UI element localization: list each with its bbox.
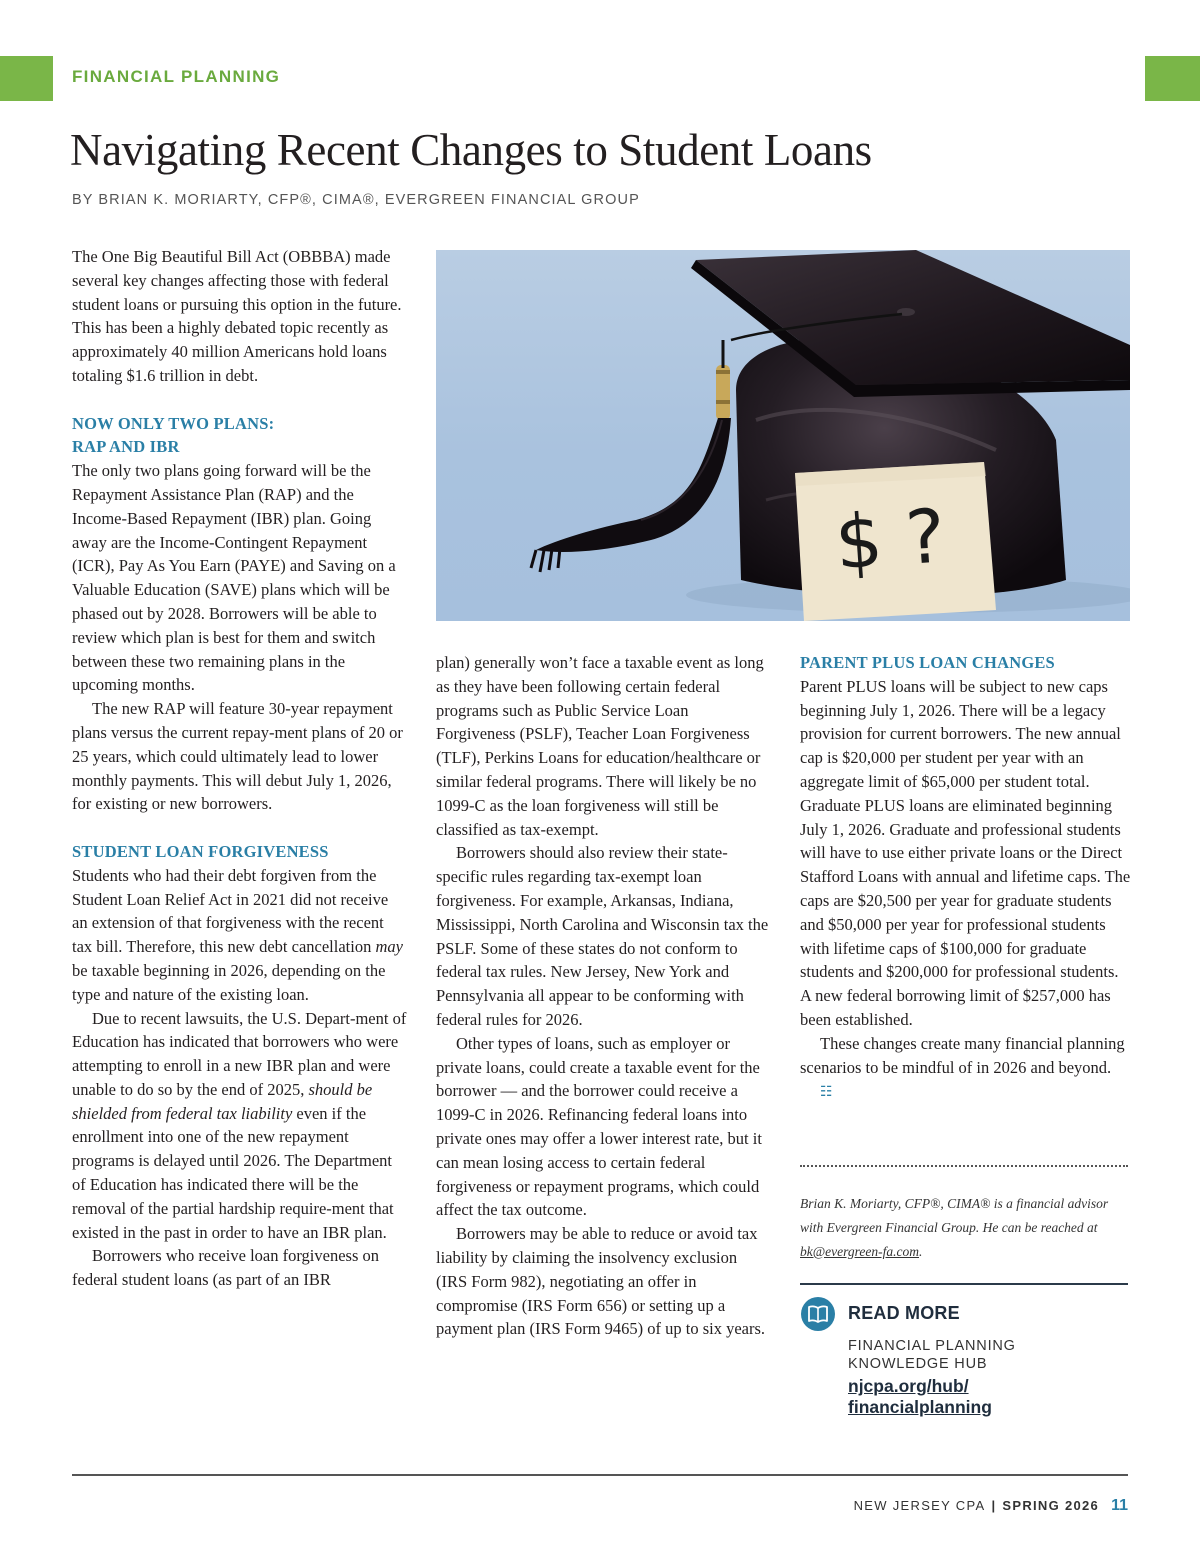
section-tab-left (0, 56, 53, 101)
read-more-subtitle (848, 1337, 1088, 1373)
section-tab-right (1145, 56, 1200, 101)
book-icon (801, 1297, 835, 1331)
read-more-link[interactable] (848, 1376, 1108, 1418)
paragraph: Borrowers should also review their state-specific rules regarding tax-exempt loan forgiveness. For example, Arkansas, Indiana, Mississippi, North Carolina and Wisconsin tax the PSLF. Some of these states do not conform to federal tax rules. New Jersey, New York and Pennsylvania all appear to be conforming with federal rules for 2026. (436, 843, 769, 1029)
graduation-cap-photo (436, 250, 1130, 621)
footer-publication: NEW JERSEY CPA (853, 1498, 986, 1513)
text-run: Students who had their debt forgiven from the Student Loan Relief Act in 2021 did not receive an extension of that forgiveness with the recent tax bill. Therefore, this new debt cancellation (72, 865, 389, 957)
text-run: Due to recent lawsuits, the U.S. Depart-ment of Education has indicated that borrowers who were attempting to enroll in a new IBR plan and were unable to do so by the end of 2025, (72, 1008, 407, 1099)
heading-parent-plus: PARENT PLUS LOAN CHANGES (800, 653, 1055, 672)
page-number: 11 (1111, 1497, 1128, 1514)
column-1 (72, 245, 407, 1292)
footer-issue: SPRING 2026 (1002, 1498, 1100, 1513)
read-more-subtitle-line1: FINANCIAL PLANNING (848, 1338, 1016, 1354)
section-label: FINANCIAL PLANNING (72, 67, 281, 86)
note-text-group (832, 493, 948, 586)
read-more-link-line2[interactable]: financialplanning (848, 1397, 992, 1417)
author-bio (800, 1192, 1130, 1264)
dotted-divider (800, 1165, 1128, 1167)
bio-text: Brian K. Moriarty, CFP®, CIMA® is a financial advisor with Evergreen Financial Group. He can be reached at (800, 1195, 1109, 1235)
column-3 (800, 651, 1132, 1105)
column-2 (436, 651, 772, 1341)
emphasis: should be shielded from federal tax liability (72, 1079, 373, 1123)
intro-paragraph: The One Big Beautiful Bill Act (OBBBA) made several key changes affecting those with federal student loans or pursuing this option in the future. This has been a highly debated topic recently as approximately 40 million Americans hold loans totaling $1.6 trillion in debt. (72, 247, 402, 385)
page-footer (854, 1497, 1128, 1515)
paragraph: Parent PLUS loans will be subject to new caps beginning July 1, 2026. There will be a legacy provision for current borrowers. The new annual cap is $20,000 per student per year with an aggregate limit of $65,000 per student total. Graduate PLUS loans are eliminated beginning July 1, 2026. Graduate and professional students will have to use either private loans or the Direct Stafford Loans with annual and lifetime caps. The caps are $20,500 per year for graduate students and $50,000 per year for professional students with lifetime caps of $100,000 for graduate students and $200,000 for professional students. A new federal borrowing limit of $257,000 has been established. (800, 676, 1131, 1029)
paragraph (72, 864, 407, 1007)
book-icon-glyph (808, 1305, 828, 1323)
text-run: even if the enrollment into one of the new repayment programs is delayed until 2026. The Department of Education has indicated there will be the removal of the partial hardship require-ment that existed in the past in order to have an IBR plan. (72, 1103, 394, 1242)
footer-separator: | (991, 1498, 997, 1513)
heading-forgiveness: STUDENT LOAN FORGIVENESS (72, 841, 329, 861)
paragraph: plan) generally won’t face a taxable event as long as they have been following certain federal programs such as Public Service Loan Forgiveness (PSLF), Teacher Loan Forgiveness (TLF), Perkins Loans for education/healthcare or similar federal programs. There will likely be no 1099-C as the loan forgiveness will still be classified as tax-exempt. (436, 653, 764, 839)
note-text: $ ? (832, 493, 949, 587)
read-more-subtitle-line2: KNOWLEDGE HUB (848, 1356, 988, 1372)
byline: BY BRIAN K. MORIARTY, CFP®, CIMA®, EVERGREEN FINANCIAL GROUP (72, 192, 640, 208)
read-more-rule (800, 1283, 1128, 1285)
heading-two-plans-line2: RAP AND IBR (72, 437, 180, 457)
paragraph (72, 1007, 407, 1245)
paragraph: The new RAP will feature 30-year repayment plans versus the current repay-ment plans of 20 or 25 years, which could ultimately lead to lower monthly payments. This will debut July 1, 2026, for existing or new borrowers. (72, 699, 403, 814)
read-more-title: READ MORE (848, 1303, 960, 1323)
paragraph: Borrowers may be able to reduce or avoid tax liability by claiming the insolvency exclusion (IRS Form 982), negotiating an offer in compromise (IRS Form 656) or setting up a payment plan (IRS Form 9465) of up to six years. (436, 1224, 766, 1339)
heading-two-plans (72, 412, 407, 460)
graduation-cap-illustration (436, 250, 1130, 621)
text-run: These changes create many financial planning scenarios to be mindful of in 2026 and beyond. (800, 1033, 1125, 1077)
paragraph: Other types of loans, such as employer or private loans, could create a taxable event for the borrower — and the borrower could receive a 1099-C in 2026. Refinancing federal loans into private ones may offer a lower interest rate, but it can mean losing access to certain federal forgiveness or repayment programs, which could affect the tax outcome. (436, 1033, 762, 1220)
paragraph (800, 1032, 1132, 1105)
author-email-link[interactable]: bk@evergreen-fa.com (800, 1243, 919, 1259)
emphasis: may (375, 937, 403, 957)
heading-two-plans-line1: NOW ONLY TWO PLANS: (72, 413, 275, 433)
paragraph: The only two plans going forward will be the Repayment Assistance Plan (RAP) and the Income-Based Repayment (IBR) plan. Going away are the Income-Contingent Repayment (ICR), Pay As You Earn (PAYE) and Saving on a Valuable Education (SAVE) plans which will be phased out by 2028. Borrowers will be able to review which plan is best for them and switch between these two remaining plans in the upcoming months. (72, 461, 396, 695)
end-mark-icon: ☷ (820, 1084, 833, 1101)
bio-end: . (919, 1243, 923, 1259)
article-title: Navigating Recent Changes to Student Loans (70, 125, 872, 175)
footer-rule (72, 1474, 1128, 1476)
paragraph: Borrowers who receive loan forgiveness on federal student loans (as part of an IBR (72, 1246, 379, 1290)
text-run: be taxable beginning in 2026, depending on the type and nature of the existing loan. (72, 960, 386, 1004)
read-more-link-line1[interactable]: njcpa.org/hub/ (848, 1376, 969, 1396)
